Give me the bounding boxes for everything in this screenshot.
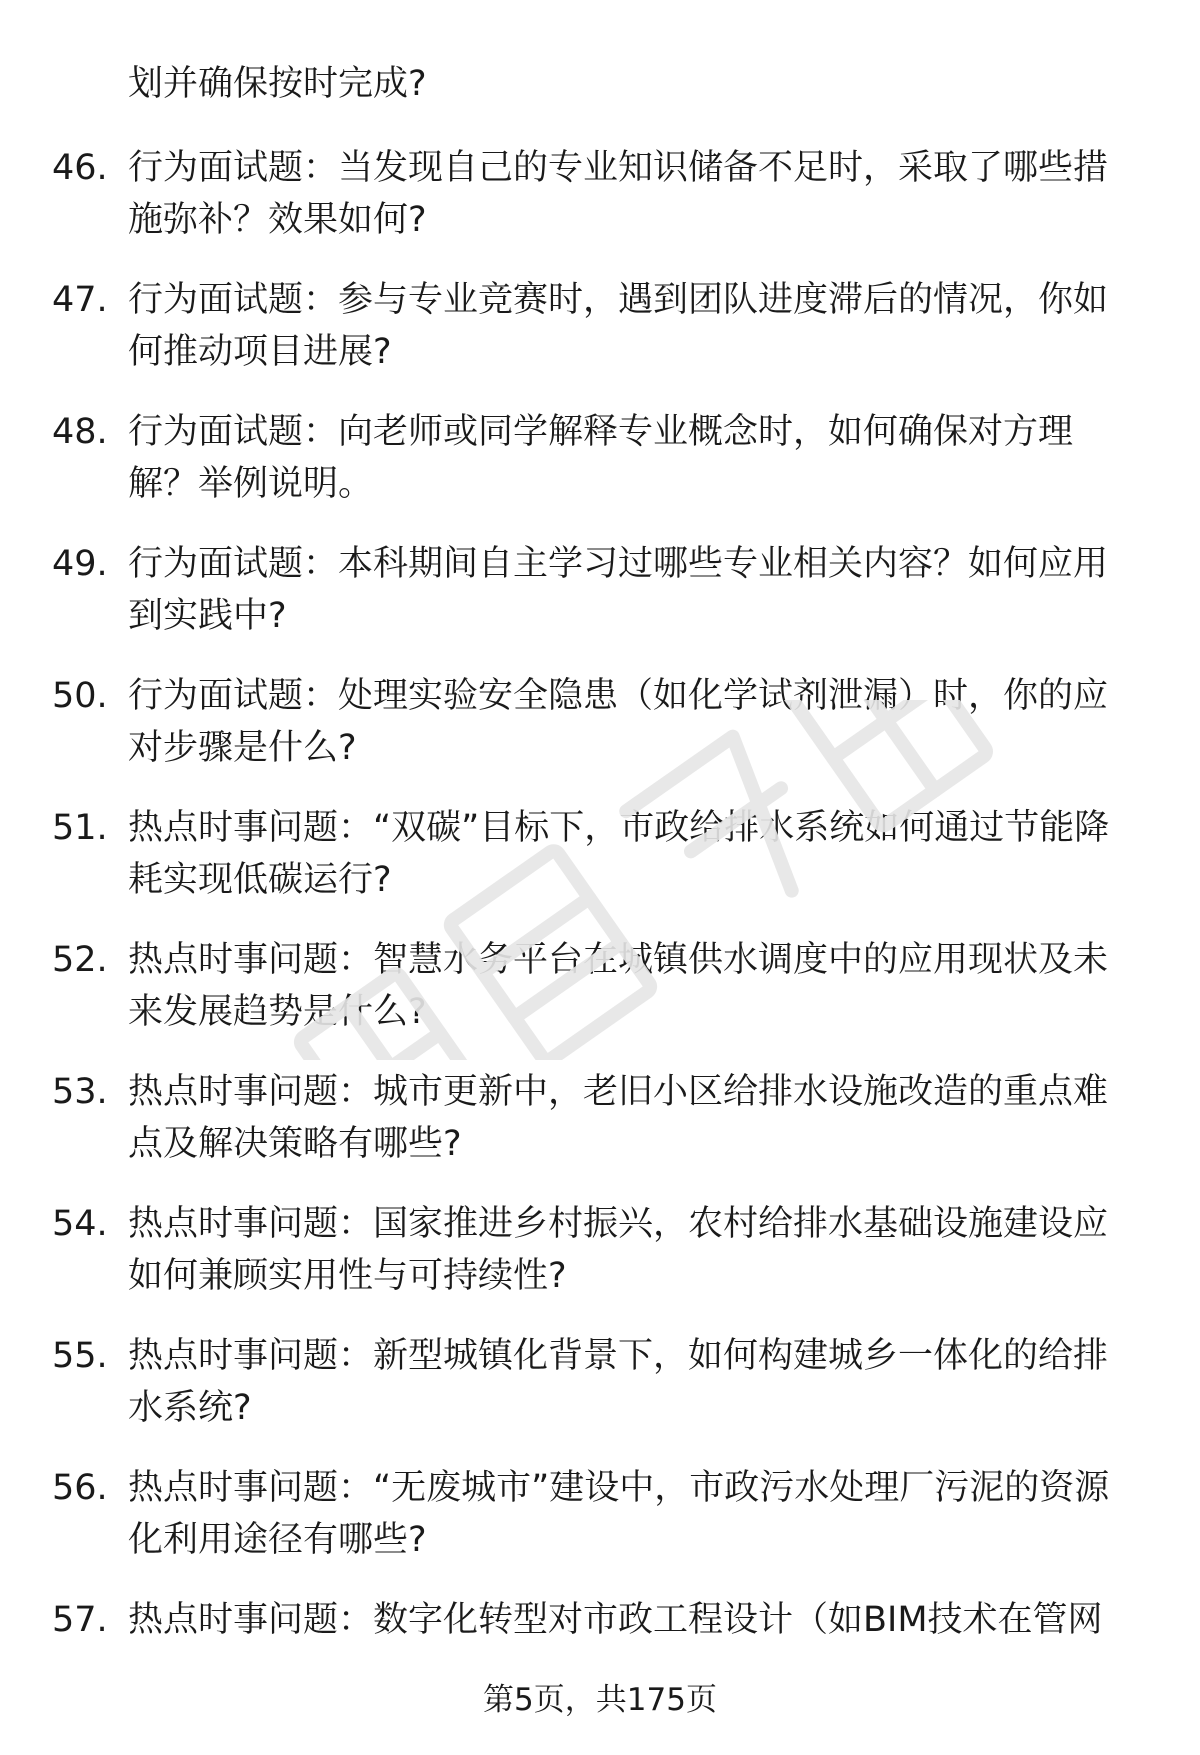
question-text: 行为面试题：处理实验安全隐患（如化学试剂泄漏）时，你的应对步骤是什么?	[128, 676, 1109, 768]
question-text: 行为面试题：向老师或同学解释专业概念时，如何确保对方理解？举例说明。	[128, 412, 1074, 504]
question-item	[0, 1462, 1200, 1594]
question-number: 54.	[52, 1204, 108, 1244]
question-number: 48.	[52, 412, 108, 452]
question-text: 热点时事问题：智慧水务平台在城镇供水调度中的应用现状及未来发展趋势是什么?	[128, 940, 1109, 1032]
question-number: 55.	[52, 1336, 108, 1376]
question-text: 热点时事问题：新型城镇化背景下，如何构建城乡一体化的给排水系统?	[128, 1336, 1109, 1428]
continuation-text: 划并确保按时完成?	[128, 64, 427, 104]
question-number: 46.	[52, 148, 108, 188]
question-text: 热点时事问题：数字化转型对市政工程设计（如BIM技术在管网	[128, 1600, 1103, 1640]
question-number: 49.	[52, 544, 108, 584]
question-item	[0, 802, 1200, 934]
question-text: 热点时事问题：“双碳”目标下，市政给排水系统如何通过节能降耗实现低碳运行?	[128, 808, 1110, 900]
question-text: 热点时事问题：国家推进乡村振兴，农村给排水基础设施建设应如何兼顾实用性与可持续性?	[128, 1204, 1109, 1296]
question-number: 53.	[52, 1072, 108, 1112]
question-item	[0, 934, 1200, 1066]
question-item	[0, 142, 1200, 274]
question-number: 57.	[52, 1600, 108, 1640]
question-text: 热点时事问题：城市更新中，老旧小区给排水设施改造的重点难点及解决策略有哪些?	[128, 1072, 1109, 1164]
question-item	[0, 1330, 1200, 1462]
question-text: 行为面试题：当发现自己的专业知识储备不足时，采取了哪些措施弥补？效果如何?	[128, 148, 1109, 240]
question-item	[0, 538, 1200, 670]
question-item	[0, 1066, 1200, 1198]
question-number: 50.	[52, 676, 108, 716]
question-item	[0, 406, 1200, 538]
question-list	[0, 142, 1200, 1726]
question-item	[0, 1198, 1200, 1330]
question-text: 行为面试题：参与专业竞赛时，遇到团队进度滞后的情况，你如何推动项目进展?	[128, 280, 1109, 372]
question-number: 52.	[52, 940, 108, 980]
question-text: 热点时事问题：“无废城市”建设中，市政污水处理厂污泥的资源化利用途径有哪些?	[128, 1468, 1110, 1560]
question-number: 51.	[52, 808, 108, 848]
question-item	[0, 274, 1200, 406]
page-footer: 第5页，共175页	[483, 1682, 717, 1718]
question-item	[0, 670, 1200, 802]
question-number: 47.	[52, 280, 108, 320]
question-text: 行为面试题：本科期间自主学习过哪些专业相关内容？如何应用到实践中?	[128, 544, 1109, 636]
question-number: 56.	[52, 1468, 108, 1508]
